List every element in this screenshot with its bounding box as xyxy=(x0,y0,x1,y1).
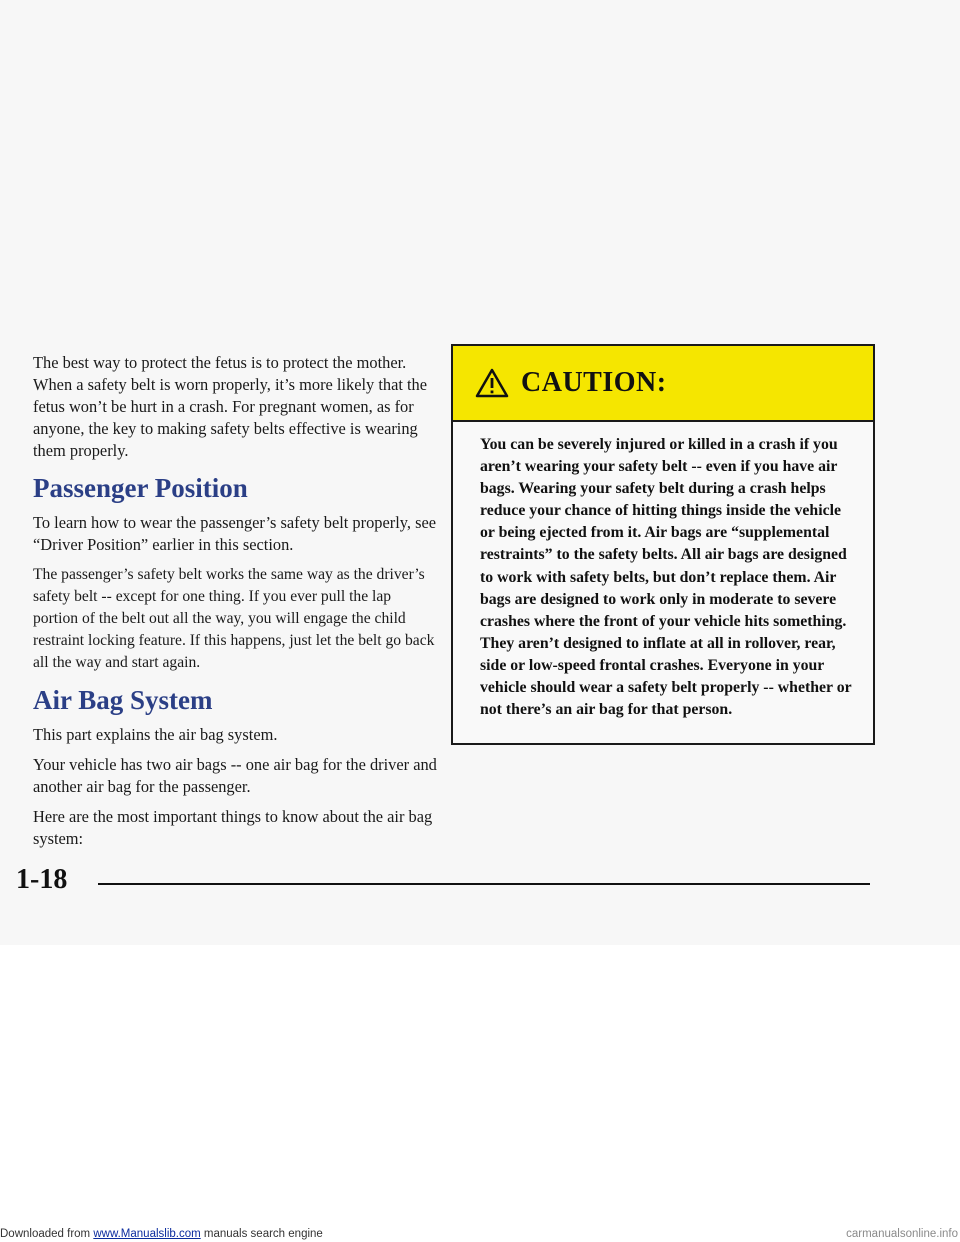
download-bar xyxy=(0,1226,960,1242)
paragraph-fetus: The best way to protect the fetus is to protect the mother. When a safety belt is worn properly, it’s more likely that the fetus won’t be hurt in a crash. For pregnant women, as for anyone, the key to making safety belts effective is wearing them properly. xyxy=(33,353,428,460)
left-column xyxy=(33,352,438,858)
page-number: 1-18 xyxy=(16,864,68,895)
caution-text: You can be severely injured or killed in a crash if you aren’t wearing your safety belt -- even if you have air bags. Wearing your safety belt during a crash helps reduce your chance of hitting things inside the vehicle or being ejected from it. Air bags are “supplemental restraints” to the safety belts. All air bags are designed to work with safety belts, but don’t replace them. Air bags are designed to work only in moderate to severe crashes where the front of your vehicle hits something. They aren’t designed to inflate at all in rollover, rear, side or low-speed frontal crashes. Everyone in your vehicle should wear a safety belt properly -- whether or not there’s an air bag for that person. xyxy=(480,436,852,719)
paragraph-passenger-belt: The passenger’s safety belt works the same way as the driver’s safety belt -- except for one thing. If you ever pull the lap portion of the belt out all the way, you will engage the child restraint locking feature. If this happens, just let the belt go back all the way and start again. xyxy=(33,566,435,671)
download-notice xyxy=(0,1226,323,1242)
heading-air-bag-system: Air Bag System xyxy=(33,685,213,715)
manualslib-link[interactable]: www.Manualslib.com xyxy=(93,1228,201,1240)
paragraph-two-air-bags: Your vehicle has two air bags -- one air bag for the driver and another air bag for the passenger. xyxy=(33,755,437,796)
warning-triangle-icon xyxy=(475,368,509,398)
download-suffix: manuals search engine xyxy=(200,1228,323,1240)
paragraph-important-things: Here are the most important things to know about the air bag system: xyxy=(33,807,433,848)
footer-rule xyxy=(98,883,870,885)
caution-title: CAUTION: xyxy=(521,367,667,398)
heading-passenger-position: Passenger Position xyxy=(33,473,248,503)
caution-header xyxy=(453,346,873,422)
watermark-text: carmanualsonline.info xyxy=(846,1228,958,1240)
paragraph-passenger-learn: To learn how to wear the passenger’s safety belt properly, see “Driver Position” earlier in this section. xyxy=(33,513,437,554)
caution-box xyxy=(451,344,875,745)
paragraph-air-bag-intro: This part explains the air bag system. xyxy=(33,725,278,744)
download-prefix: Downloaded from xyxy=(0,1228,94,1240)
